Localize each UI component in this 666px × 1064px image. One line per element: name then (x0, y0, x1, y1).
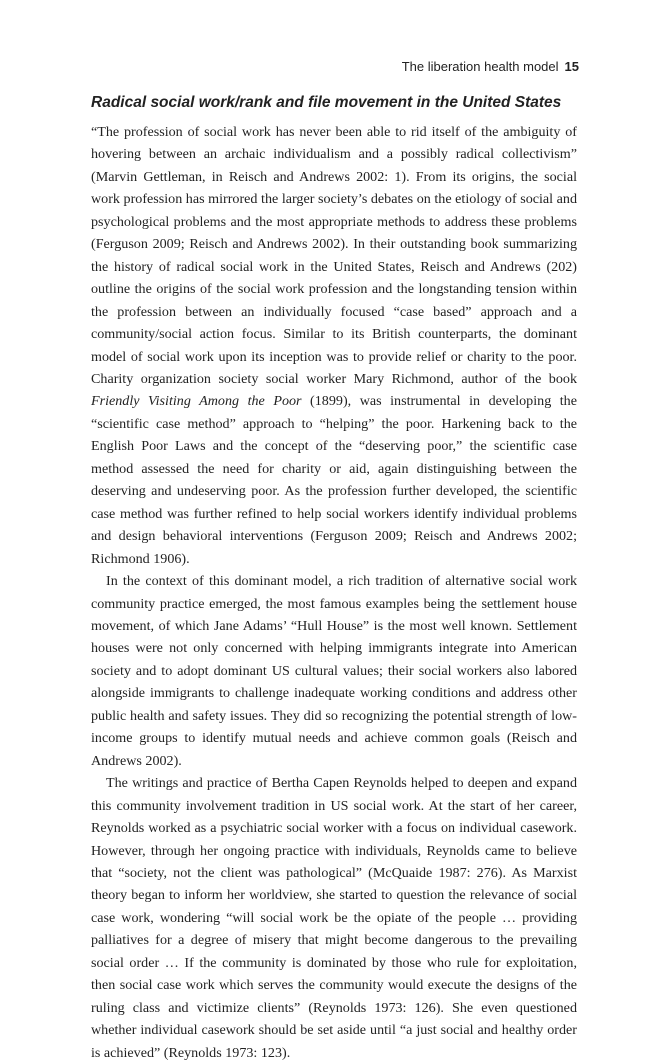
paragraph-1-text-after: (1899), was instrumental in developing the “scientific case method” approach to “helping” the poor. Harkening back to the English Poor Laws and the concept of the “deserving poor,” the scientific case method assessed the need for charity or aid, again distinguishing between the deserving and undeserving poor. As the profession further developed, the scientific case method was further refined to help social workers identify individual problems and design behavioral interventions (Ferguson 2009; Reisch and Andrews 2002; Richmond 1906). (91, 393, 577, 567)
section-heading: Radical social work/rank and file movement in the United States (91, 94, 562, 111)
book-title: Friendly Visiting Among the Poor (91, 393, 302, 410)
page-number: 15 (564, 59, 579, 74)
paragraph-1 (91, 121, 577, 570)
paragraph-2: In the context of this dominant model, a rich tradition of alternative social work community practice emerged, the most famous examples being the settlement house movement, of which Jane Adams’ “Hull House” is the most well known. Settlement houses were not only concerned with helping immigrants integrate into American society and to adopt dominant US cultural values; their social workers also labored alongside immigrants to challenge inadequate working conditions and address other public health and safety issues. They did so recognizing the potential strength of low-income groups to identify mutual needs and achieve common goals (Reisch and Andrews 2002). (91, 573, 577, 769)
running-head (402, 59, 579, 74)
paragraph-1-text-before: “The profession of social work has never been able to rid itself of the ambiguity of hovering between an archaic individualism and a possibly radical collectivism” (Marvin Gettleman, in Reisch and Andrews 2002: 1). From its origins, the social work profession has mirrored the larger society’s debates on the etiology of social and psychological problems and the most appropriate methods to address these problems (Ferguson 2009; Reisch and Andrews 2002). In their outstanding book summarizing the history of radical social work in the United States, Reisch and Andrews (202) outline the origins of the social work profession and the longstanding tension within the profession between an individually focused “case based” approach and a community/social action focus. Similar to its British counterparts, the dominant model of social work upon its inception was to provide relief or charity to the poor. Charity organization society social worker Mary Richmond, author of the book (91, 124, 577, 387)
body-text (91, 121, 577, 1064)
running-head-title: The liberation health model (401, 59, 559, 74)
paragraph-3: The writings and practice of Bertha Capen Reynolds helped to deepen and expand this community involvement tradition in US social work. At the start of her career, Reynolds worked as a psychiatric social worker with a focus on individual casework. However, through her ongoing practice with individuals, Reynolds came to believe that “society, not the client was pathological” (McQuaide 1987: 276). As Marxist theory began to inform her worldview, she started to question the relevance of social case work, wondering “will social work be the opiate of the people … providing palliatives for a degree of misery that might become dangerous to the prevailing social order … If the community is dominated by those who rule for exploitation, then social case work which serves the community would execute the designs of the ruling class and victimize clients” (Reynolds 1973: 126). She even questioned whether individual casework should be set aside until “a just social and healthy order is achieved” (Reynolds 1973: 123). (91, 775, 577, 1061)
